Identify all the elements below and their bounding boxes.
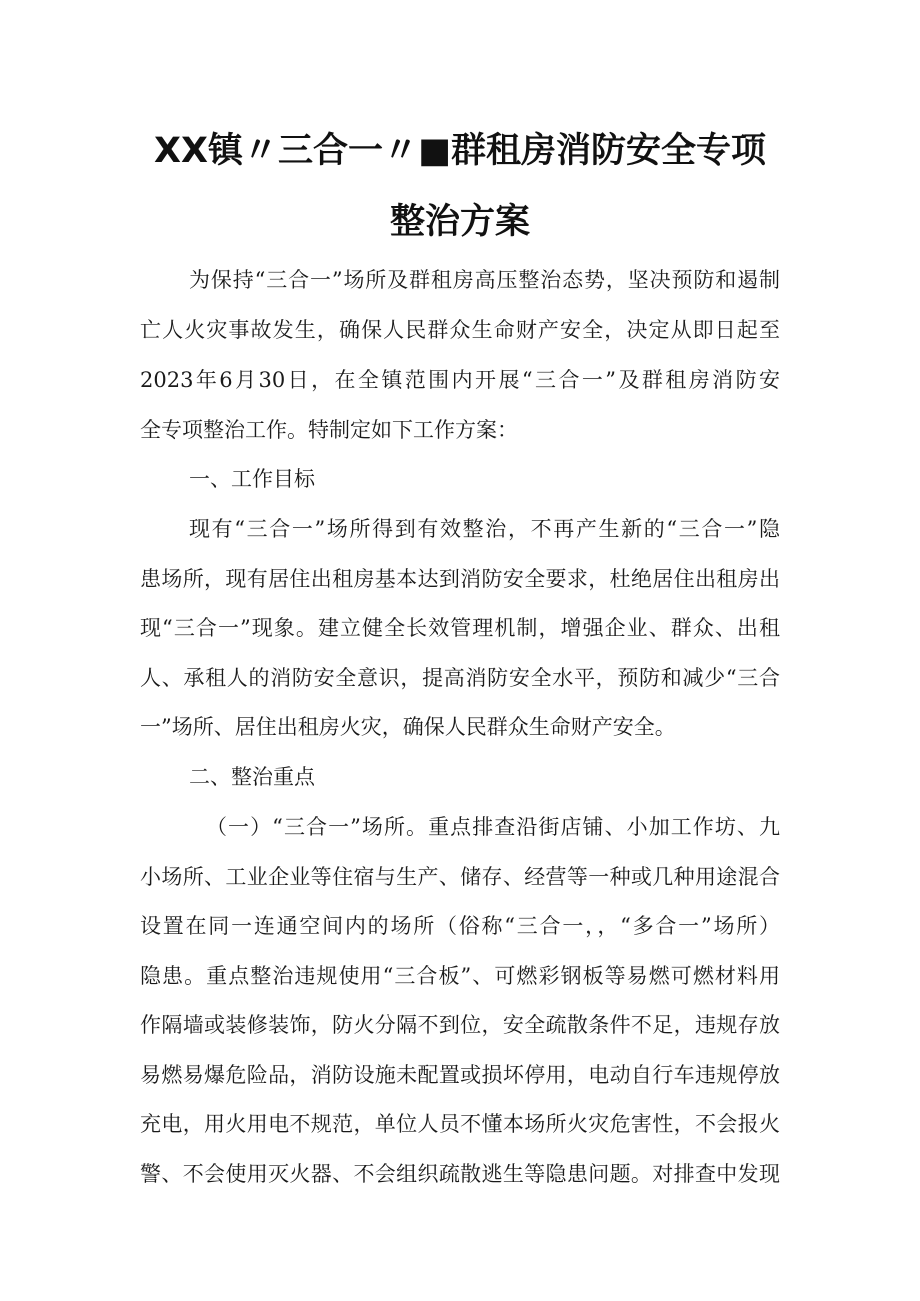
body-text-line: 设置在同一连通空间内的场所（俗称“三合一，，“多合一”场所）: [140, 914, 780, 938]
document-title-line-1: XX镇〃三合一〃■群租房消防安全专项: [153, 131, 767, 171]
section-heading-goals: 一、工作目标: [189, 467, 315, 491]
body-text-line: 2023年6月30日，在全镇范围内开展“三合一”及群租房消防安: [140, 368, 780, 392]
document-title-line-2: 整治方案: [389, 202, 530, 242]
body-text-line: 易燃易爆危险品，消防设施未配置或损坏停用，电动自行车违规停放: [140, 1063, 780, 1087]
body-text-line: 人、承租人的消防安全意识，提高消防安全水平，预防和减少“三合: [140, 666, 780, 690]
body-text-line: （一）“三合一”场所。重点排查沿街店铺、小加工作坊、九: [206, 815, 780, 839]
body-text-line: 现有“三合一”场所得到有效整治，不再产生新的“三合一”隐: [189, 517, 780, 541]
body-text-line: 隐患。重点整治违规使用“三合板”、可燃彩钢板等易燃可燃材料用: [140, 964, 780, 988]
section-heading-key-points: 二、整治重点: [189, 765, 315, 789]
body-text-line: 为保持“三合一”场所及群租房高压整治态势，坚决预防和遏制: [189, 268, 780, 292]
body-text-line: 一”场所、居住出租房火灾，确保人民群众生命财产安全。: [140, 715, 676, 739]
body-text-line: 充电，用火用电不规范，单位人员不懂本场所火灾危害性，不会报火: [140, 1112, 780, 1136]
body-text-line: 警、不会使用灭火器、不会组织疏散逃生等隐患问题。对排查中发现: [140, 1162, 780, 1186]
body-text-line: 患场所，现有居住出租房基本达到消防安全要求，杜绝居住出租房出: [140, 567, 780, 591]
body-text-line: 全专项整治工作。特制定如下工作方案：: [140, 418, 518, 442]
body-text-line: 现“三合一”现象。建立健全长效管理机制，增强企业、群众、出租: [140, 616, 780, 640]
body-text-line: 作隔墙或装修装饰，防火分隔不到位，安全疏散条件不足，违规存放: [140, 1013, 780, 1037]
body-text-line: 亡人火灾事故发生，确保人民群众生命财产安全，决定从即日起至: [140, 318, 780, 342]
body-text-line: 小场所、工业企业等住宿与生产、储存、经营等一种或几种用途混合: [140, 865, 780, 889]
